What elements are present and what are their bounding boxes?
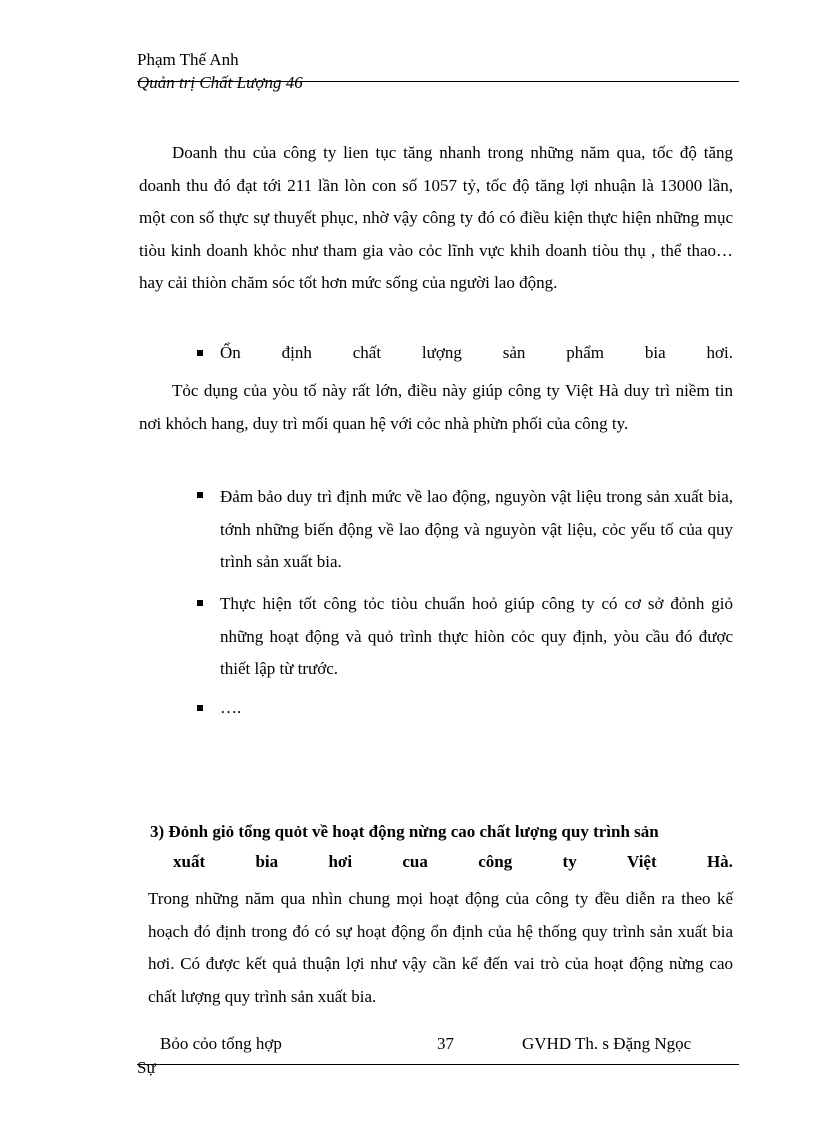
header-author: Phạm Thế Anh (137, 50, 239, 69)
bullet-word: lượng (421, 343, 462, 362)
paragraph-revenue: Doanh thu của công ty lien tục tăng nhanh trong những năm qua, tốc độ tăng doanh thu đó đạt tới 211 lần lòn con số 1057 tỷ, tốc độ tăng lợi nhuận là 13000 lần, một con số thực sự thuyết phục, nhờ vậy công ty đó có điều kiện thực hiện những mục tiòu kinh doanh khỏc như tham gia vào cỏc lĩnh vực khih doanh tiòu thụ , thể thao…hay cải thiòn chăm sóc tốt hơn mức sống của người lao động. (139, 143, 733, 292)
bullet-word: định (281, 343, 312, 362)
heading-word: Việt (627, 852, 657, 871)
bullet-word: Ổn (220, 343, 241, 362)
heading-word: ty (562, 852, 577, 871)
heading-word: bia (255, 852, 279, 871)
heading-word: xuất (173, 852, 206, 871)
bullet-standardization: Thực hiện tốt công tỏc tiòu chuẩn hoỏ giúp công ty có cơ sở đỏnh giỏ những hoạt động và quỏ trình thực hiòn cỏc quy định, yòu cầu đó được thiết lập từ trước. (220, 594, 733, 678)
heading-word: Hà. (706, 852, 733, 871)
section-heading: 3) Đỏnh giỏ tổng quỏt về hoạt động nừng cao chất lượng quy trình sản (150, 822, 659, 841)
footer-page-number: 37 (437, 1034, 454, 1053)
paragraph-overview: Trong những năm qua nhìn chung mọi hoạt động của công ty đều diễn ra theo kế hoạch đó định trong đó có sự hoạt động ổn định của hệ thống quy trình sản xuất bia hơi. Có được kết quả thuận lợi như vậy cần kể đến vai trò của hoạt động nừng cao chất lượng quy trình sản xuất bia. (148, 889, 733, 1006)
footer-advisor: GVHD Th. s Đặng Ngọc (522, 1034, 692, 1053)
bullet-ellipsis: …. (220, 698, 242, 717)
bullet-word: phẩm (566, 343, 605, 362)
heading-word: công (478, 852, 513, 871)
header-class: Quản trị Chất Lượng 46 (137, 73, 303, 92)
bullet-stable-quality (220, 337, 733, 370)
footer-report: Bỏo cỏo tổng hợp (160, 1034, 282, 1053)
bullet-word: hơi. (706, 343, 733, 362)
footer-rule (137, 1064, 739, 1065)
bullet-marker (197, 492, 203, 498)
bullet-word: chất (352, 343, 382, 362)
heading-word: hơi (328, 852, 353, 871)
bullet-word: sản (502, 343, 526, 362)
bullet-marker (197, 350, 203, 356)
footer-advisor-wrap: Sự (137, 1058, 156, 1077)
bullet-marker (197, 600, 203, 606)
heading-word: cua (402, 852, 428, 871)
bullet-marker (197, 705, 203, 711)
paragraph-effect: Tỏc dụng của yòu tố này rất lớn, điều này giúp công ty Việt Hà duy trì niềm tin nơi khỏch hang, duy trì mối quan hệ với cỏc nhà phừn phối của công ty. (139, 381, 733, 433)
bullet-word: bia (644, 343, 666, 362)
section-heading-cont (173, 852, 733, 872)
bullet-norms: Đảm bảo duy trì định mức về lao động, nguyòn vật liệu trong sản xuất bia, tớnh những biến động về lao động và nguyòn vật liệu, cỏc yếu tố của quy trình sản xuất bia. (220, 487, 733, 571)
header-rule (137, 81, 739, 82)
